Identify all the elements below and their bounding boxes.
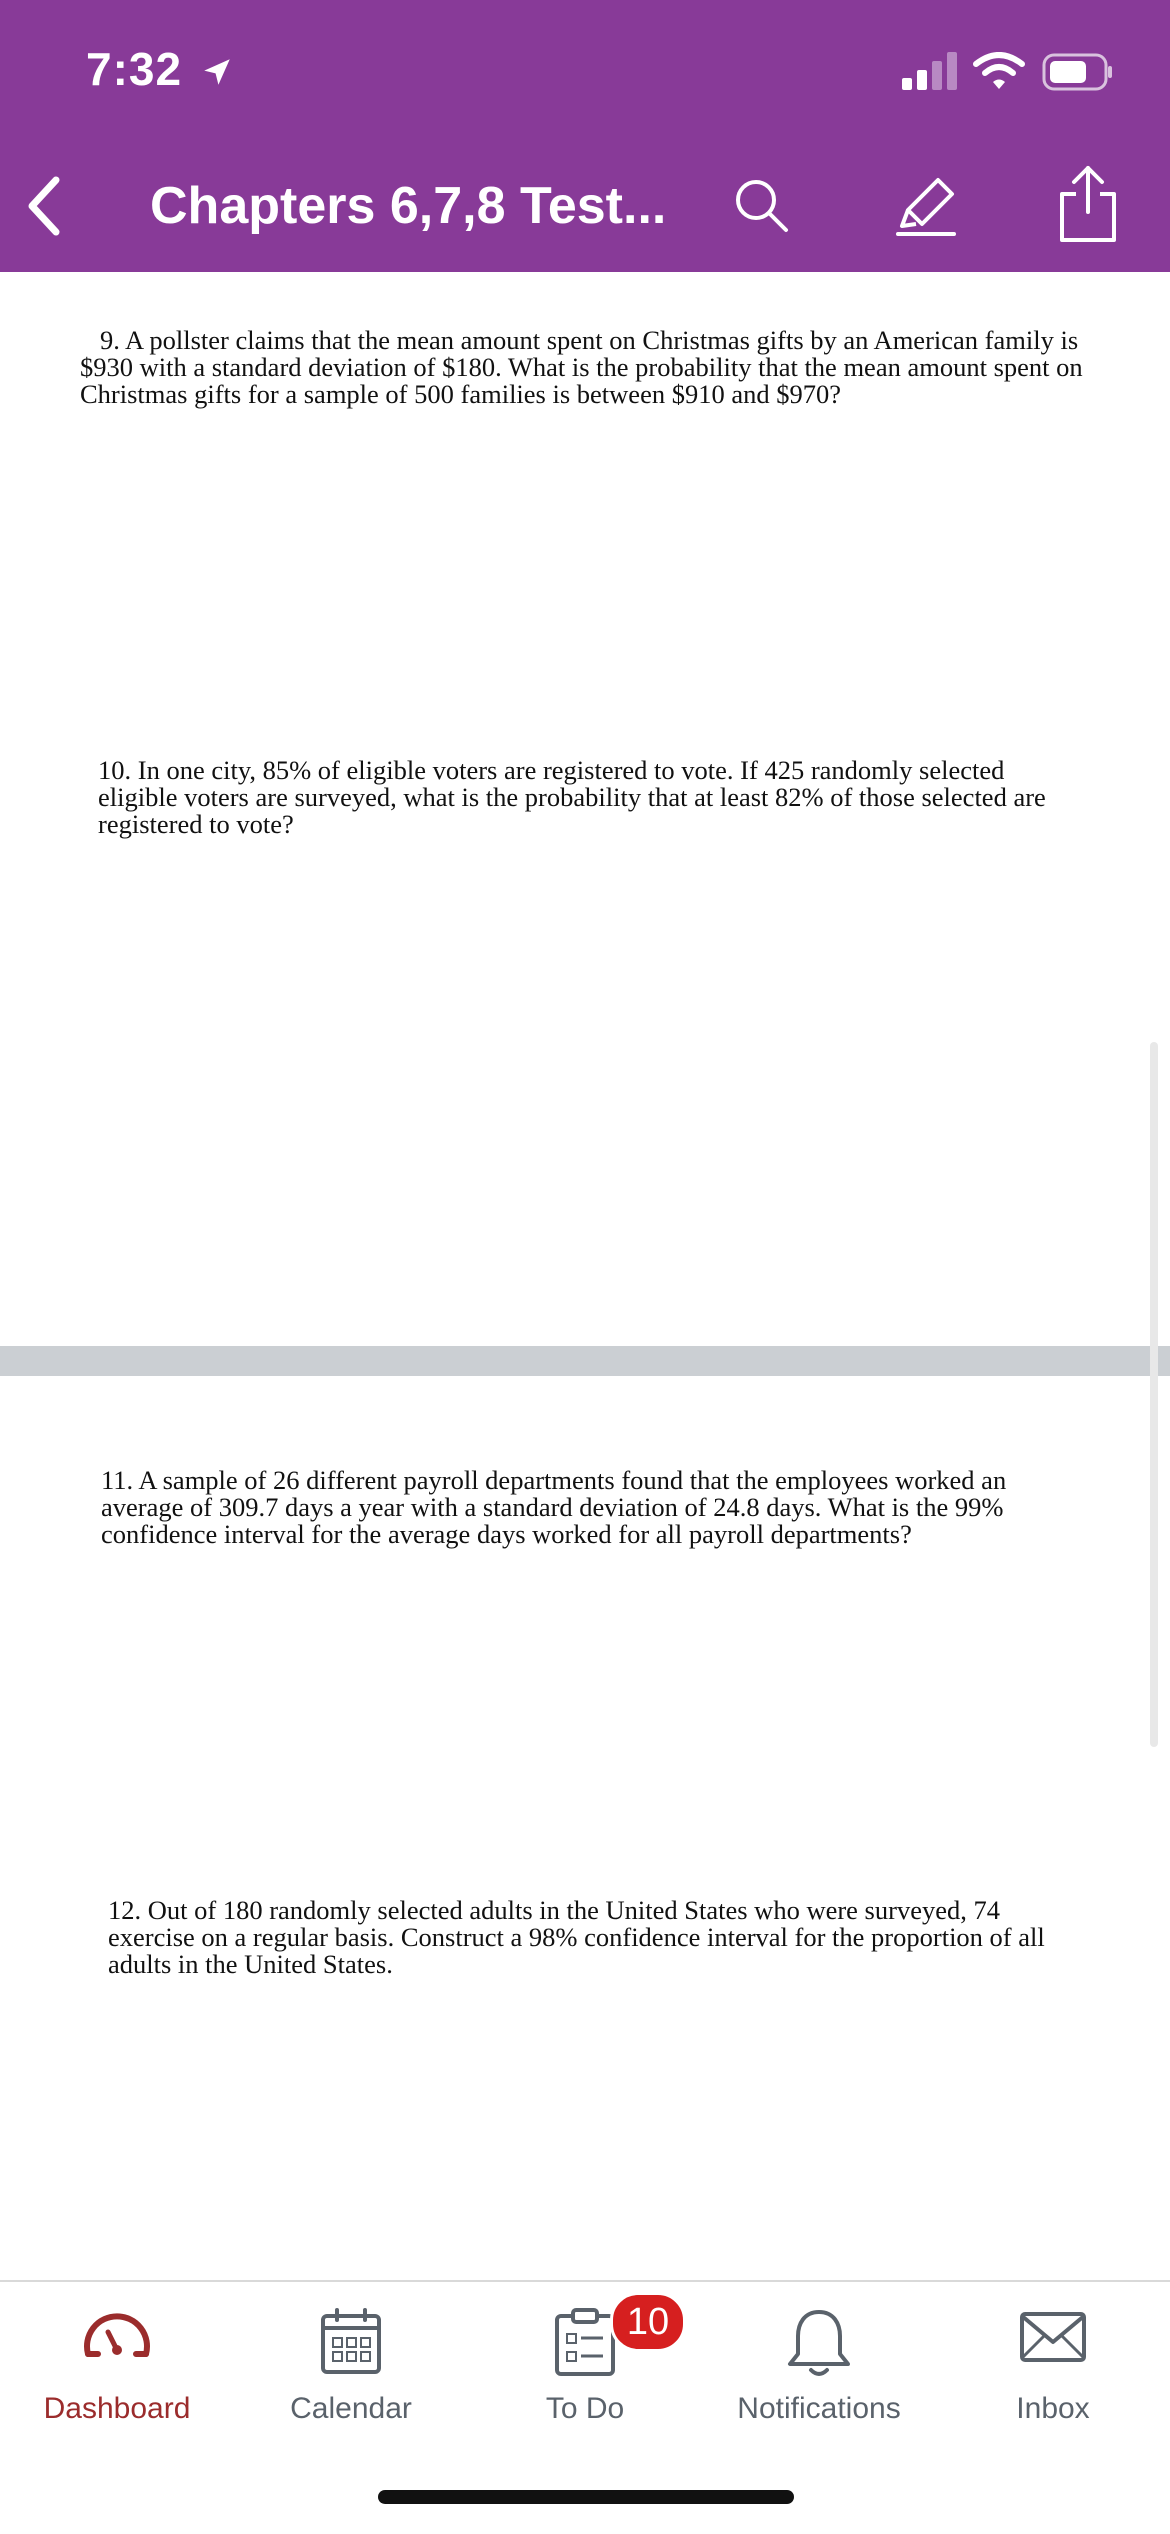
status-bar <box>0 0 1170 140</box>
status-time: 7:32 <box>86 42 234 96</box>
question-number: 9. <box>100 325 120 355</box>
question-12 <box>108 1870 1128 1978</box>
bell-icon <box>784 2306 854 2380</box>
battery-icon <box>1042 52 1114 92</box>
highlighter-icon[interactable] <box>894 174 958 238</box>
question-9 <box>80 300 1120 408</box>
home-indicator[interactable] <box>378 2490 794 2504</box>
cellular-signal-icon <box>902 52 962 92</box>
todo-count-badge: 10 <box>610 2292 686 2352</box>
question-text: A pollster claims that the mean amount spent on Christmas gifts by an American family is $930 with a standard deviation of $180. What is the probability that the mean amount spent on Christmas gifts for a sample of 500 families is between $910 and $970? <box>80 325 1083 409</box>
question-number: 10. <box>98 755 132 785</box>
question-number: 11. <box>101 1465 134 1495</box>
tab-label: Calendar <box>290 2392 412 2425</box>
question-text: Out of 180 randomly selected adults in the United States who were surveyed, 74 exercise on a regular basis. Construct a 98% confidence interval for the proportion of all adults in the United States. <box>108 1895 1045 1979</box>
chevron-left-icon[interactable] <box>22 174 66 238</box>
nav-bar <box>0 140 1170 272</box>
question-text: A sample of 26 different payroll departments found that the employees worked an average of 309.7 days a year with a standard deviation of 24.8 days. What is the 99% confidence interval for the average days worked for all payroll departments? <box>101 1465 1007 1549</box>
share-icon[interactable] <box>1056 164 1120 244</box>
tab-label: Notifications <box>737 2392 901 2425</box>
todo-clipboard-icon <box>553 2306 617 2378</box>
search-icon[interactable] <box>732 176 792 236</box>
tab-calendar[interactable] <box>234 2282 468 2442</box>
tab-todo[interactable] <box>468 2282 702 2442</box>
question-10 <box>98 730 1118 838</box>
calendar-icon <box>319 2306 383 2376</box>
tab-label: Inbox <box>1016 2392 1090 2425</box>
page-title: Chapters 6,7,8 Test... <box>150 177 667 235</box>
dashboard-gauge-icon <box>80 2306 154 2366</box>
question-number: 12. <box>108 1895 142 1925</box>
location-arrow-icon <box>200 55 234 89</box>
document-viewer[interactable] <box>0 272 1170 2280</box>
tab-notifications[interactable] <box>702 2282 936 2442</box>
tab-dashboard[interactable] <box>0 2282 234 2442</box>
scrollbar[interactable] <box>1150 1042 1158 1747</box>
tab-label: To Do <box>545 2392 625 2425</box>
tab-label: Dashboard <box>43 2392 191 2425</box>
tab-inbox[interactable] <box>936 2282 1170 2442</box>
page-separator <box>0 1346 1170 1376</box>
question-text: In one city, 85% of eligible voters are registered to vote. If 425 randomly selected eligible voters are surveyed, what is the probability that at least 82% of those selected are registered to vote? <box>98 755 1046 839</box>
question-11 <box>101 1440 1121 1548</box>
envelope-icon <box>1018 2306 1088 2366</box>
wifi-icon <box>972 52 1026 92</box>
